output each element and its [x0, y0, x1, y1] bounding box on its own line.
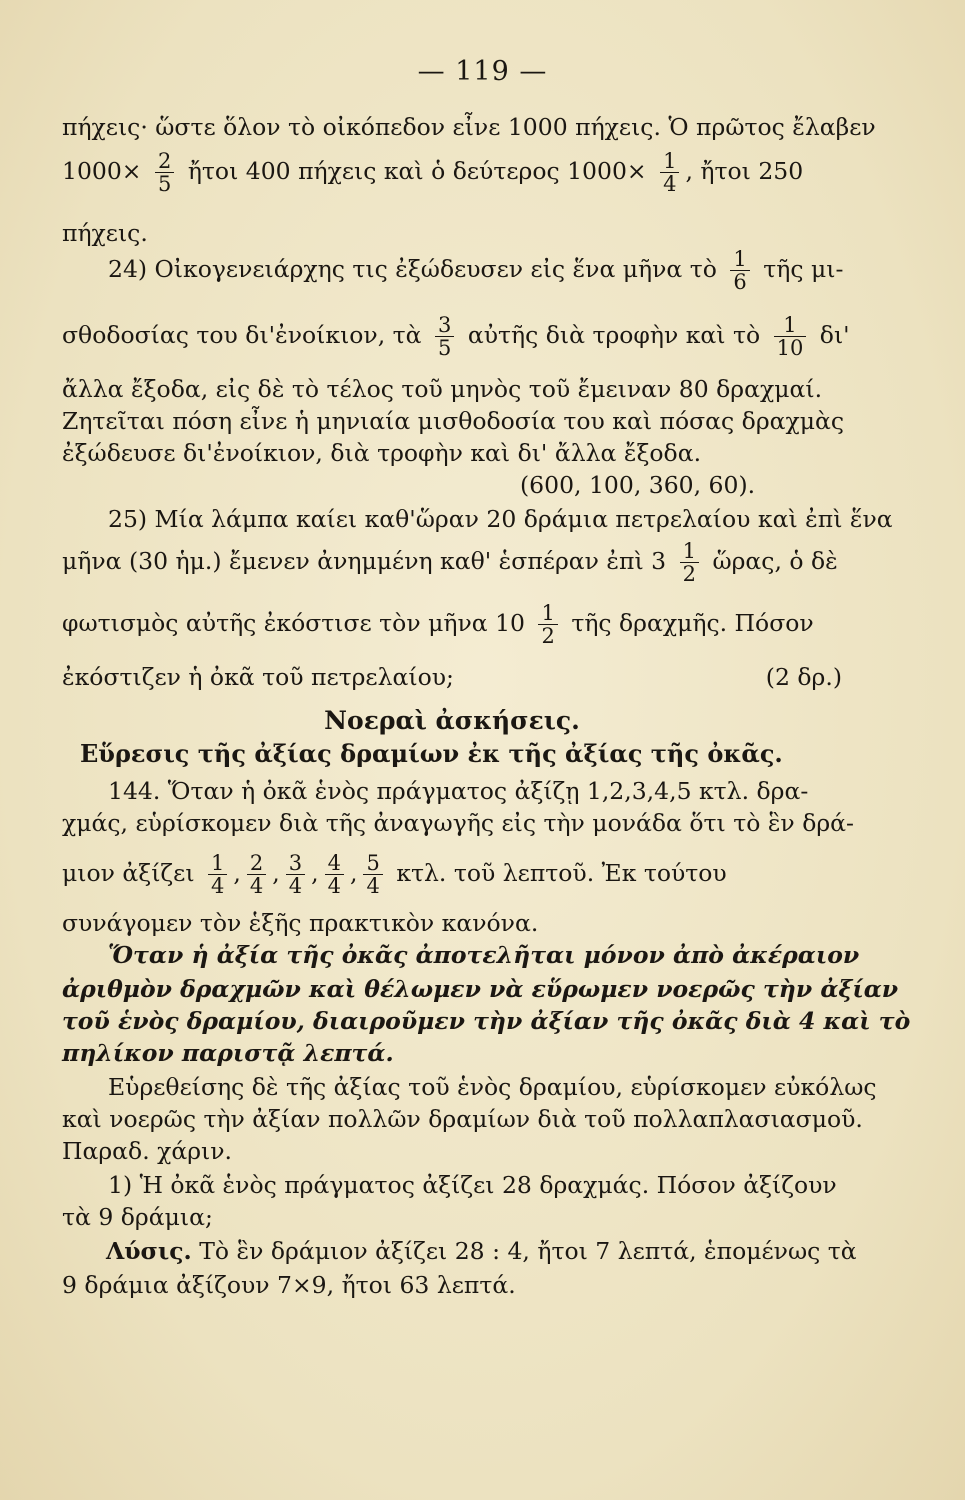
text-segment: τῆς μι-	[763, 255, 844, 284]
subsection-heading: Εὕρεσις τῆς ἀξίας δραμίων ἐκ τῆς ἀξίας τῆς ὀκᾶς.	[80, 739, 783, 768]
text-line: πήχεις· ὥστε ὅλον τὸ οἰκόπεδον εἶνε 1000 πήχεις. Ὁ πρῶτος ἔλαβεν	[62, 113, 876, 141]
denominator: 2	[538, 624, 557, 647]
fraction	[538, 602, 557, 647]
text-segment: 24) Οἰκογενειάρχης τις ἐξώδευσεν εἰς ἕνα μῆνα τὸ	[108, 255, 717, 284]
text-segment: ἤτοι 400 πήχεις καὶ ὁ δεύτερος 1000×	[187, 157, 647, 186]
text-line	[62, 313, 850, 361]
text-line: 1) Ἡ ὀκᾶ ἑνὸς πράγματος ἀξίζει 28 δραχμάς. Πόσον ἀξίζουν	[108, 1171, 837, 1199]
text-line: 25) Μία λάμπα καίει καθ'ὥραν 20 δράμια πετρελαίου καὶ ἐπὶ ἕνα	[108, 505, 893, 533]
numerator: 4	[327, 851, 341, 875]
text-line: καὶ νοερῶς τὴν ἀξίαν πολλῶν δραμίων διὰ τοῦ πολλαπλασιασμοῦ.	[62, 1105, 863, 1133]
denominator: 10	[774, 336, 807, 359]
text-line	[106, 1237, 886, 1265]
text-line	[62, 150, 842, 195]
text-line: ἄλλα ἔξοδα, εἰς δὲ τὸ τέλος τοῦ μηνὸς τοῦ ἔμειναν 80 δραχμαί.	[62, 375, 823, 403]
text-segment: Τὸ ἓν δράμιον ἀξίζει 28 : 4, ἤτοι 7 λεπτά, ἑπομένως τὰ	[199, 1237, 857, 1265]
text-line	[108, 248, 888, 293]
text-segment: τῆς δραχμῆς. Πόσον	[571, 609, 814, 638]
numerator: 1	[211, 851, 225, 875]
text-line: Ζητεῖται πόση εἶνε ἡ μηνιαία μισθοδοσία του καὶ πόσας δραχμὰς	[62, 407, 845, 435]
denominator: 4	[363, 874, 382, 897]
text-line: τὰ 9 δράμια;	[62, 1203, 213, 1231]
text-segment: κτλ. τοῦ λεπτοῦ. Ἐκ τούτου	[396, 859, 727, 888]
fraction	[286, 852, 305, 897]
numerator: 5	[366, 851, 380, 875]
text-segment: σθοδοσίας του δι'ἐνοίκιον, τὰ	[62, 321, 422, 350]
numerator: 1	[663, 149, 677, 173]
fraction	[155, 150, 174, 195]
text-segment: ὥρας, ὁ δὲ	[712, 547, 838, 576]
numerator: 3	[438, 313, 452, 337]
text-segment: μῆνα (30 ἡμ.) ἔμενεν ἀνημμένη καθ' ἑσπέραν ἐπὶ 3	[62, 547, 667, 576]
denominator: 5	[435, 336, 454, 359]
denominator: 4	[660, 172, 679, 195]
text-line: πήχεις.	[62, 219, 148, 247]
text-line: χμάς, εὑρίσκομεν διὰ τῆς ἀναγωγῆς εἰς τὴν μονάδα ὅτι τὸ ἓν δρά-	[62, 809, 854, 837]
text-segment: , ἤτοι 250	[685, 157, 804, 186]
text-line	[62, 540, 842, 585]
numerator: 1	[733, 247, 747, 271]
text-line: Εὑρεθείσης δὲ τῆς ἀξίας τοῦ ἑνὸς δραμίου, εὑρίσκομεν εὐκόλως	[108, 1073, 877, 1101]
rule-line: τοῦ ἑνὸς δραμίου, διαιροῦμεν τὴν ἀξίαν τῆς ὀκᾶς διὰ 4 καὶ τὸ	[62, 1007, 911, 1035]
fraction	[435, 314, 454, 359]
denominator: 6	[730, 270, 749, 293]
text-line: ἐξώδευσε δι'ἐνοίκιον, διὰ τροφὴν καὶ δι' ἄλλα ἔξοδα.	[62, 439, 702, 467]
denominator: 5	[155, 172, 174, 195]
denominator: 4	[208, 874, 227, 897]
numerator: 1	[682, 539, 696, 563]
text-segment: αὐτῆς διὰ τροφὴν καὶ τὸ	[467, 321, 761, 350]
text-segment: 1000×	[62, 157, 142, 186]
solution-label: Λύσις.	[106, 1237, 192, 1265]
rule-line: ἀριθμὸν δραχμῶν καὶ θέλωμεν νὰ εὕρωμεν νοερῶς τὴν ἀξίαν	[62, 975, 899, 1003]
text-segment: ἐκόστιζεν ἡ ὀκᾶ τοῦ πετρελαίου;	[62, 663, 454, 691]
answer: (2 δρ.)	[765, 663, 842, 691]
text-line	[62, 602, 842, 647]
fraction	[774, 314, 807, 359]
fraction	[363, 852, 382, 897]
rule-line: Ὅταν ἡ ἀξία τῆς ὀκᾶς ἀποτελῆται μόνον ἀπὸ ἀκέραιον	[108, 941, 860, 969]
fraction	[660, 150, 679, 195]
denominator: 4	[247, 874, 266, 897]
text-line: μιον ἀξίζει $\frac{1}{4}$ , $\frac{2}{4}$ , $\frac{3}{4}$ , $\frac{4}{4}$ , $\frac{5}{4}$ κτλ. τοῦ λεπτοῦ. Ἐκ τούτου	[62, 851, 727, 899]
text-line	[62, 663, 842, 691]
denominator: 2	[680, 562, 699, 585]
text-line: 9 δράμια ἀξίζουν 7×9, ἤτοι 63 λεπτά.	[62, 1271, 516, 1299]
numerator: 1	[783, 313, 797, 337]
fraction	[680, 540, 699, 585]
numerator: 2	[157, 149, 172, 173]
numerator: 2	[249, 851, 264, 875]
page-number: — 119 —	[417, 56, 548, 87]
fraction	[247, 852, 266, 897]
text-line: 144. Ὅταν ἡ ὀκᾶ ἑνὸς πράγματος ἀξίζῃ 1,2,3,4,5 κτλ. δρα-	[108, 777, 809, 805]
denominator: 4	[286, 874, 305, 897]
section-heading: Νοεραὶ ἀσκήσεις.	[324, 706, 580, 735]
text-segment: φωτισμὸς αὐτῆς ἐκόστισε τὸν μῆνα 10	[62, 609, 525, 638]
numerator: 3	[288, 851, 303, 875]
fraction	[730, 248, 749, 293]
answer-line: (600, 100, 360, 60).	[520, 471, 756, 499]
numerator: 1	[541, 601, 555, 625]
rule-line: πηλίκον παριστᾷ λεπτά.	[62, 1039, 394, 1067]
text-line: συνάγομεν τὸν ἑξῆς πρακτικὸν κανόνα.	[62, 909, 539, 937]
fraction	[325, 852, 344, 897]
fraction	[208, 852, 227, 897]
text-line: Παραδ. χάριν.	[62, 1137, 233, 1165]
text-segment: δι'	[819, 321, 850, 350]
text-segment: μιον ἀξίζει	[62, 859, 195, 888]
denominator: 4	[325, 874, 344, 897]
